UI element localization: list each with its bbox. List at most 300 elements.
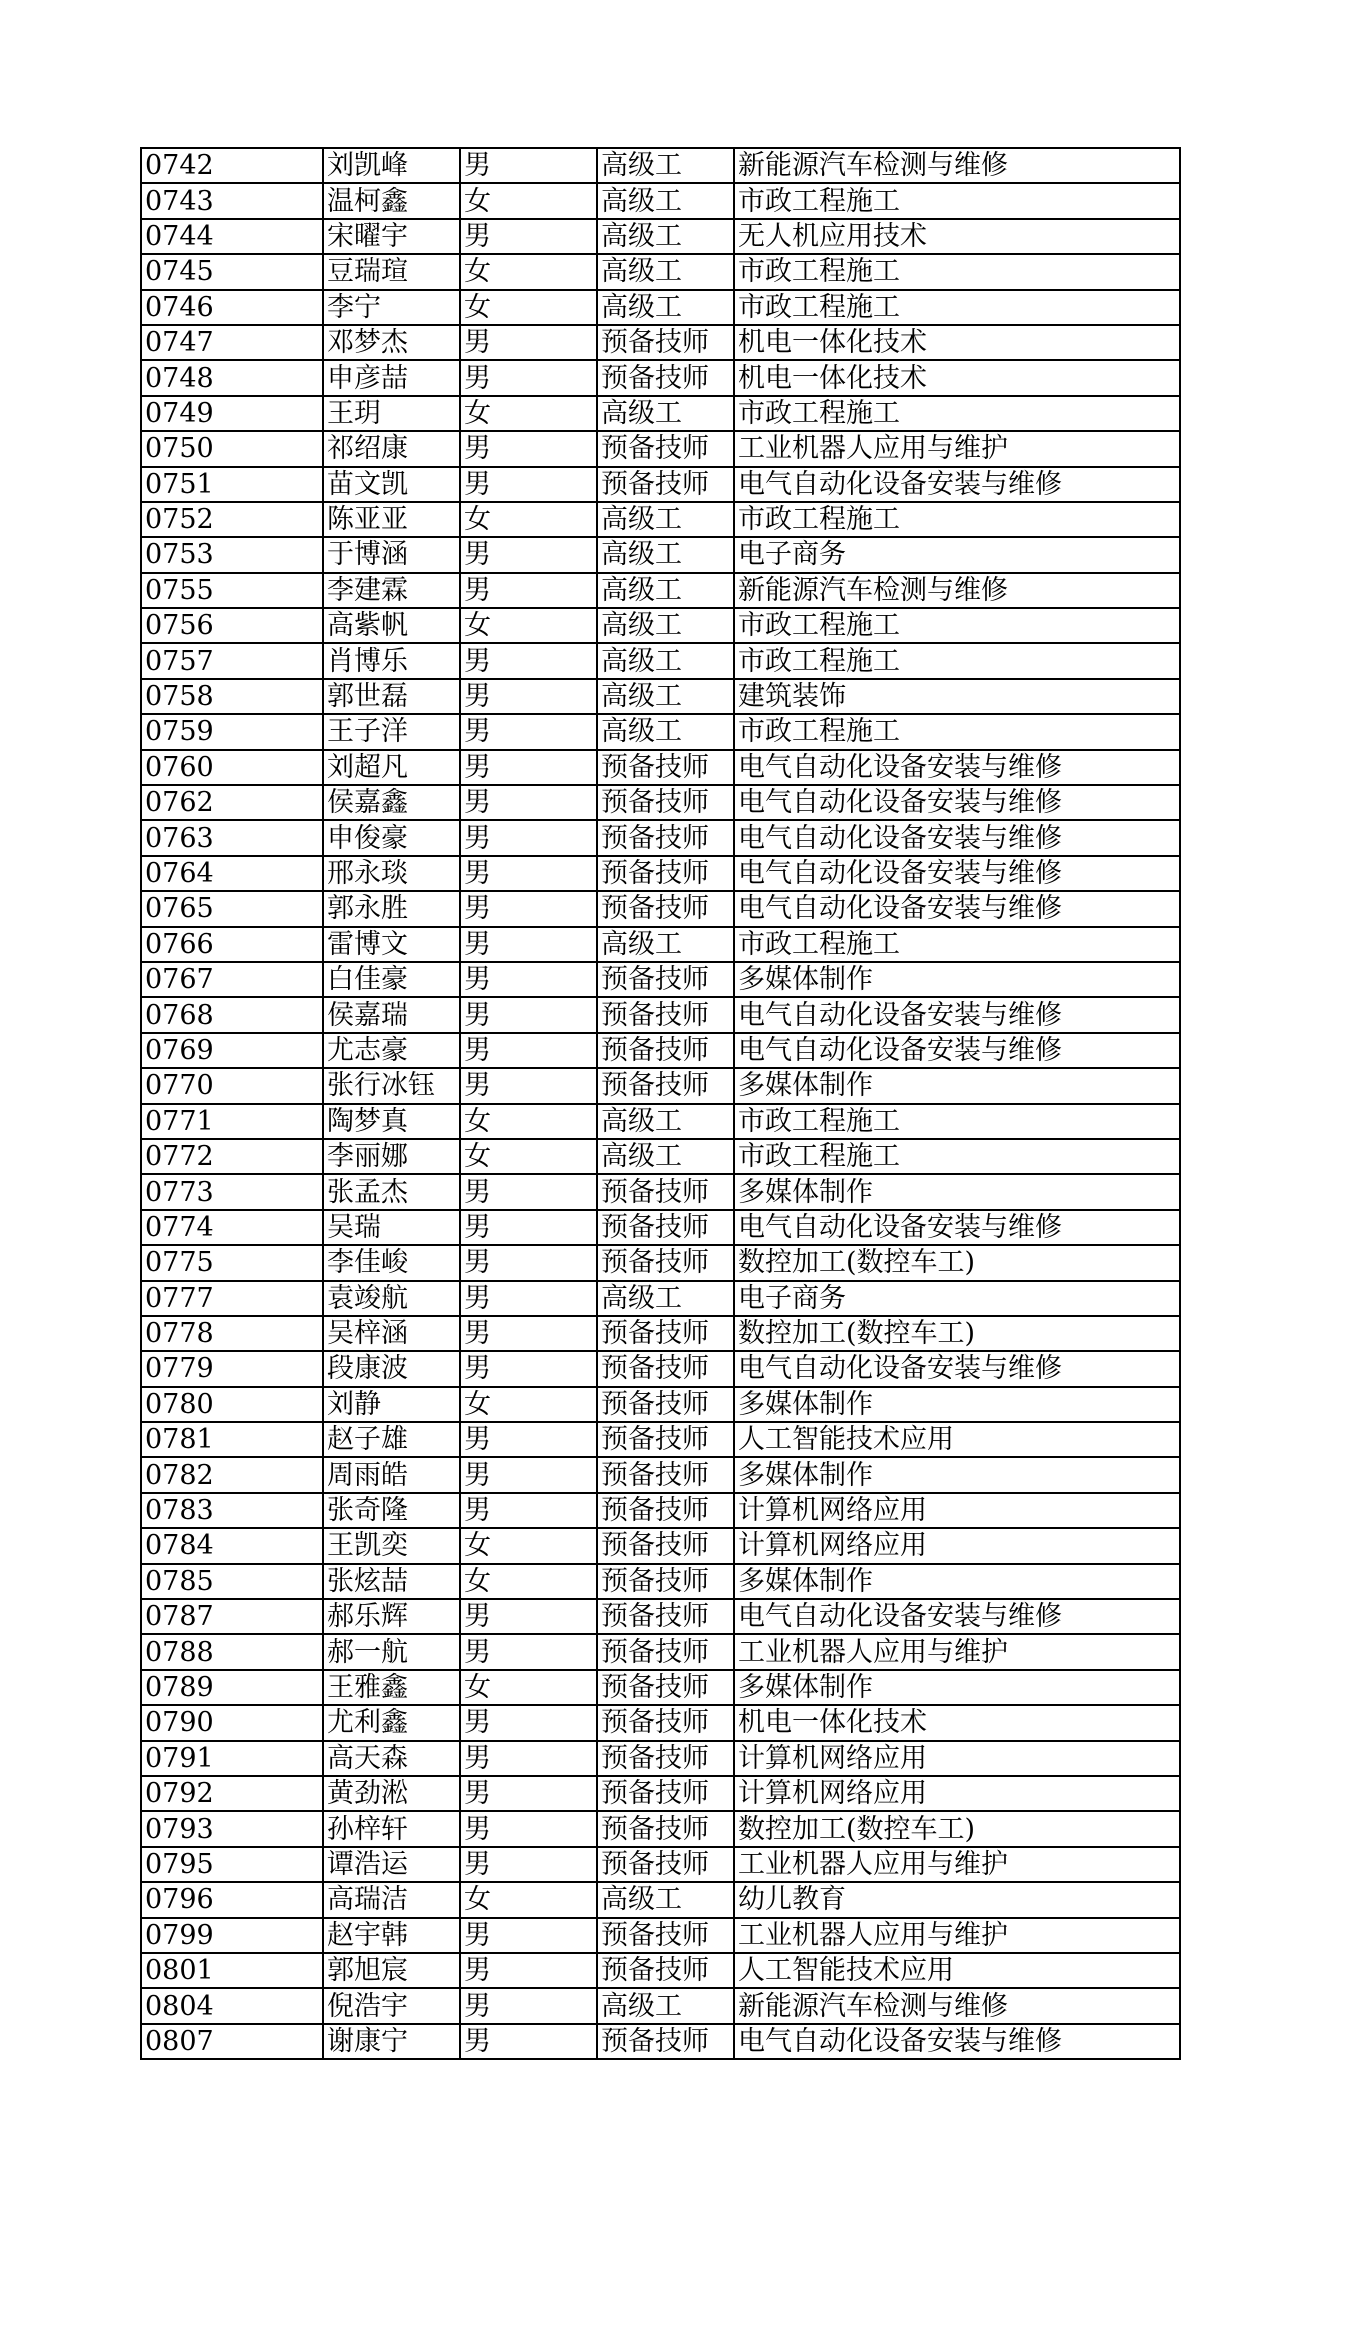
student-id-cell: 0762 [141, 785, 323, 820]
table-row [141, 1068, 1180, 1103]
student-name-cell: 张行冰钰 [323, 1068, 460, 1103]
student-name-cell: 尤志豪 [323, 1033, 460, 1068]
table-row [141, 1528, 1180, 1563]
gender-cell: 男 [460, 1068, 597, 1103]
major-cell: 电子商务 [734, 537, 1180, 572]
student-name-cell: 郭旭宸 [323, 1953, 460, 1988]
major-cell: 电气自动化设备安装与维修 [734, 467, 1180, 502]
table-row [141, 431, 1180, 466]
student-id-cell: 0790 [141, 1705, 323, 1740]
major-cell: 市政工程施工 [734, 643, 1180, 678]
major-cell: 电气自动化设备安装与维修 [734, 1210, 1180, 1245]
gender-cell: 女 [460, 1104, 597, 1139]
skill-level-cell: 预备技师 [597, 1422, 734, 1457]
student-name-cell: 侯嘉瑞 [323, 997, 460, 1032]
student-id-cell: 0758 [141, 679, 323, 714]
skill-level-cell: 预备技师 [597, 1493, 734, 1528]
major-cell: 多媒体制作 [734, 1387, 1180, 1422]
gender-cell: 男 [460, 1281, 597, 1316]
student-name-cell: 郝一航 [323, 1634, 460, 1669]
student-id-cell: 0775 [141, 1245, 323, 1280]
table-row [141, 1316, 1180, 1351]
student-name-cell: 张奇隆 [323, 1493, 460, 1528]
table-row [141, 1457, 1180, 1492]
major-cell: 多媒体制作 [734, 1174, 1180, 1209]
skill-level-cell: 预备技师 [597, 1741, 734, 1776]
gender-cell: 男 [460, 1988, 597, 2023]
gender-cell: 男 [460, 714, 597, 749]
student-id-cell: 0799 [141, 1918, 323, 1953]
student-id-cell: 0804 [141, 1988, 323, 2023]
table-row [141, 820, 1180, 855]
major-cell: 计算机网络应用 [734, 1528, 1180, 1563]
gender-cell: 女 [460, 396, 597, 431]
skill-level-cell: 预备技师 [597, 1174, 734, 1209]
gender-cell: 男 [460, 325, 597, 360]
student-name-cell: 赵宇韩 [323, 1918, 460, 1953]
major-cell: 新能源汽车检测与维修 [734, 1988, 1180, 2023]
student-name-cell: 宋曜宇 [323, 219, 460, 254]
student-id-cell: 0771 [141, 1104, 323, 1139]
gender-cell: 男 [460, 1918, 597, 1953]
table-row [141, 1564, 1180, 1599]
major-cell: 电气自动化设备安装与维修 [734, 997, 1180, 1032]
gender-cell: 男 [460, 962, 597, 997]
gender-cell: 女 [460, 1882, 597, 1917]
table-row [141, 148, 1180, 183]
student-name-cell: 倪浩宇 [323, 1988, 460, 2023]
student-name-cell: 陶梦真 [323, 1104, 460, 1139]
table-row [141, 1245, 1180, 1280]
gender-cell: 女 [460, 183, 597, 218]
major-cell: 多媒体制作 [734, 962, 1180, 997]
student-name-cell: 白佳豪 [323, 962, 460, 997]
major-cell: 电气自动化设备安装与维修 [734, 2024, 1180, 2059]
skill-level-cell: 预备技师 [597, 1245, 734, 1280]
student-id-cell: 0756 [141, 608, 323, 643]
table-row [141, 1104, 1180, 1139]
major-cell: 电气自动化设备安装与维修 [734, 1033, 1180, 1068]
major-cell: 市政工程施工 [734, 1139, 1180, 1174]
student-name-cell: 谢康宁 [323, 2024, 460, 2059]
student-id-cell: 0782 [141, 1457, 323, 1492]
gender-cell: 女 [460, 1139, 597, 1174]
major-cell: 市政工程施工 [734, 183, 1180, 218]
gender-cell: 男 [460, 360, 597, 395]
skill-level-cell: 预备技师 [597, 997, 734, 1032]
gender-cell: 男 [460, 785, 597, 820]
student-name-cell: 吴瑞 [323, 1210, 460, 1245]
gender-cell: 女 [460, 1387, 597, 1422]
skill-level-cell: 预备技师 [597, 1599, 734, 1634]
skill-level-cell: 预备技师 [597, 1953, 734, 1988]
student-name-cell: 侯嘉鑫 [323, 785, 460, 820]
skill-level-cell: 高级工 [597, 290, 734, 325]
gender-cell: 男 [460, 1953, 597, 1988]
table-row [141, 325, 1180, 360]
major-cell: 电子商务 [734, 1281, 1180, 1316]
table-row [141, 1741, 1180, 1776]
skill-level-cell: 预备技师 [597, 1528, 734, 1563]
student-id-cell: 0752 [141, 502, 323, 537]
student-name-cell: 王玥 [323, 396, 460, 431]
gender-cell: 女 [460, 290, 597, 325]
major-cell: 市政工程施工 [734, 254, 1180, 289]
skill-level-cell: 高级工 [597, 1139, 734, 1174]
gender-cell: 男 [460, 1493, 597, 1528]
table-row [141, 537, 1180, 572]
skill-level-cell: 高级工 [597, 1104, 734, 1139]
skill-level-cell: 预备技师 [597, 325, 734, 360]
student-name-cell: 刘静 [323, 1387, 460, 1422]
student-id-cell: 0807 [141, 2024, 323, 2059]
student-name-cell: 申彦喆 [323, 360, 460, 395]
skill-level-cell: 预备技师 [597, 1811, 734, 1846]
major-cell: 电气自动化设备安装与维修 [734, 1599, 1180, 1634]
gender-cell: 男 [460, 1457, 597, 1492]
student-name-cell: 李建霖 [323, 573, 460, 608]
skill-level-cell: 预备技师 [597, 1705, 734, 1740]
student-id-cell: 0770 [141, 1068, 323, 1103]
major-cell: 工业机器人应用与维护 [734, 431, 1180, 466]
table-row [141, 467, 1180, 502]
table-row [141, 1882, 1180, 1917]
student-name-cell: 孙梓轩 [323, 1811, 460, 1846]
skill-level-cell: 预备技师 [597, 1918, 734, 1953]
skill-level-cell: 预备技师 [597, 360, 734, 395]
major-cell: 电气自动化设备安装与维修 [734, 1351, 1180, 1386]
skill-level-cell: 预备技师 [597, 467, 734, 502]
student-name-cell: 李佳峻 [323, 1245, 460, 1280]
gender-cell: 男 [460, 573, 597, 608]
student-name-cell: 袁竣航 [323, 1281, 460, 1316]
table-row [141, 2024, 1180, 2059]
student-name-cell: 段康波 [323, 1351, 460, 1386]
gender-cell: 男 [460, 1776, 597, 1811]
gender-cell: 男 [460, 537, 597, 572]
table-row [141, 714, 1180, 749]
student-id-cell: 0783 [141, 1493, 323, 1528]
skill-level-cell: 高级工 [597, 219, 734, 254]
table-row [141, 1033, 1180, 1068]
table-row [141, 1422, 1180, 1457]
student-id-cell: 0789 [141, 1670, 323, 1705]
skill-level-cell: 高级工 [597, 573, 734, 608]
skill-level-cell: 预备技师 [597, 785, 734, 820]
student-id-cell: 0769 [141, 1033, 323, 1068]
student-id-cell: 0745 [141, 254, 323, 289]
gender-cell: 男 [460, 679, 597, 714]
student-id-cell: 0778 [141, 1316, 323, 1351]
skill-level-cell: 高级工 [597, 183, 734, 218]
major-cell: 市政工程施工 [734, 608, 1180, 643]
skill-level-cell: 预备技师 [597, 891, 734, 926]
gender-cell: 男 [460, 1811, 597, 1846]
gender-cell: 男 [460, 1245, 597, 1280]
table-row [141, 1387, 1180, 1422]
skill-level-cell: 预备技师 [597, 1316, 734, 1351]
table-row [141, 1953, 1180, 1988]
major-cell: 市政工程施工 [734, 714, 1180, 749]
gender-cell: 女 [460, 1528, 597, 1563]
skill-level-cell: 高级工 [597, 148, 734, 183]
table-row [141, 219, 1180, 254]
skill-level-cell: 预备技师 [597, 1033, 734, 1068]
gender-cell: 男 [460, 856, 597, 891]
student-name-cell: 邢永琰 [323, 856, 460, 891]
skill-level-cell: 高级工 [597, 254, 734, 289]
major-cell: 电气自动化设备安装与维修 [734, 856, 1180, 891]
major-cell: 新能源汽车检测与维修 [734, 148, 1180, 183]
table-row [141, 643, 1180, 678]
table-row [141, 1811, 1180, 1846]
major-cell: 计算机网络应用 [734, 1493, 1180, 1528]
student-id-cell: 0759 [141, 714, 323, 749]
gender-cell: 男 [460, 1174, 597, 1209]
student-name-cell: 肖博乐 [323, 643, 460, 678]
student-name-cell: 苗文凯 [323, 467, 460, 502]
student-id-cell: 0757 [141, 643, 323, 678]
major-cell: 市政工程施工 [734, 927, 1180, 962]
gender-cell: 女 [460, 608, 597, 643]
student-id-cell: 0784 [141, 1528, 323, 1563]
student-name-cell: 刘超凡 [323, 750, 460, 785]
student-name-cell: 邓梦杰 [323, 325, 460, 360]
major-cell: 多媒体制作 [734, 1670, 1180, 1705]
student-name-cell: 陈亚亚 [323, 502, 460, 537]
student-id-cell: 0773 [141, 1174, 323, 1209]
table-row [141, 360, 1180, 395]
table-row [141, 785, 1180, 820]
student-id-cell: 0748 [141, 360, 323, 395]
major-cell: 市政工程施工 [734, 502, 1180, 537]
skill-level-cell: 高级工 [597, 502, 734, 537]
student-name-cell: 王雅鑫 [323, 1670, 460, 1705]
gender-cell: 男 [460, 891, 597, 926]
student-name-cell: 尤利鑫 [323, 1705, 460, 1740]
skill-level-cell: 预备技师 [597, 1634, 734, 1669]
table-row [141, 608, 1180, 643]
skill-level-cell: 高级工 [597, 927, 734, 962]
student-id-cell: 0796 [141, 1882, 323, 1917]
table-row [141, 1281, 1180, 1316]
student-name-cell: 雷博文 [323, 927, 460, 962]
gender-cell: 男 [460, 997, 597, 1032]
table-row [141, 1847, 1180, 1882]
student-id-cell: 0765 [141, 891, 323, 926]
major-cell: 市政工程施工 [734, 1104, 1180, 1139]
major-cell: 电气自动化设备安装与维修 [734, 750, 1180, 785]
skill-level-cell: 高级工 [597, 1281, 734, 1316]
table-row [141, 679, 1180, 714]
skill-level-cell: 预备技师 [597, 1387, 734, 1422]
student-id-cell: 0785 [141, 1564, 323, 1599]
student-name-cell: 谭浩运 [323, 1847, 460, 1882]
table-row [141, 502, 1180, 537]
student-id-cell: 0743 [141, 183, 323, 218]
major-cell: 机电一体化技术 [734, 1705, 1180, 1740]
major-cell: 数控加工(数控车工) [734, 1316, 1180, 1351]
major-cell: 多媒体制作 [734, 1457, 1180, 1492]
student-id-cell: 0744 [141, 219, 323, 254]
skill-level-cell: 预备技师 [597, 431, 734, 466]
major-cell: 电气自动化设备安装与维修 [734, 820, 1180, 855]
skill-level-cell: 预备技师 [597, 962, 734, 997]
major-cell: 计算机网络应用 [734, 1776, 1180, 1811]
student-name-cell: 温柯鑫 [323, 183, 460, 218]
gender-cell: 男 [460, 1741, 597, 1776]
gender-cell: 男 [460, 1422, 597, 1457]
skill-level-cell: 预备技师 [597, 1210, 734, 1245]
skill-level-cell: 预备技师 [597, 1068, 734, 1103]
major-cell: 建筑装饰 [734, 679, 1180, 714]
student-name-cell: 豆瑞瑄 [323, 254, 460, 289]
student-name-cell: 于博涵 [323, 537, 460, 572]
table-row [141, 1139, 1180, 1174]
table-row [141, 891, 1180, 926]
student-name-cell: 吴梓涵 [323, 1316, 460, 1351]
student-id-cell: 0767 [141, 962, 323, 997]
student-name-cell: 王子洋 [323, 714, 460, 749]
student-id-cell: 0751 [141, 467, 323, 502]
gender-cell: 男 [460, 148, 597, 183]
table-row [141, 1918, 1180, 1953]
table-row [141, 290, 1180, 325]
student-table-body [141, 148, 1180, 2059]
student-id-cell: 0779 [141, 1351, 323, 1386]
student-id-cell: 0768 [141, 997, 323, 1032]
student-id-cell: 0747 [141, 325, 323, 360]
student-name-cell: 王凯奕 [323, 1528, 460, 1563]
skill-level-cell: 高级工 [597, 1988, 734, 2023]
skill-level-cell: 高级工 [597, 537, 734, 572]
student-id-cell: 0753 [141, 537, 323, 572]
student-id-cell: 0772 [141, 1139, 323, 1174]
student-name-cell: 赵子雄 [323, 1422, 460, 1457]
table-row [141, 927, 1180, 962]
major-cell: 新能源汽车检测与维修 [734, 573, 1180, 608]
skill-level-cell: 预备技师 [597, 1670, 734, 1705]
student-id-cell: 0750 [141, 431, 323, 466]
major-cell: 人工智能技术应用 [734, 1422, 1180, 1457]
major-cell: 数控加工(数控车工) [734, 1245, 1180, 1280]
table-row [141, 1174, 1180, 1209]
student-id-cell: 0780 [141, 1387, 323, 1422]
gender-cell: 女 [460, 1670, 597, 1705]
skill-level-cell: 预备技师 [597, 820, 734, 855]
table-row [141, 962, 1180, 997]
gender-cell: 男 [460, 1847, 597, 1882]
table-row [141, 856, 1180, 891]
student-id-cell: 0781 [141, 1422, 323, 1457]
student-name-cell: 李宁 [323, 290, 460, 325]
student-name-cell: 黄劲淞 [323, 1776, 460, 1811]
gender-cell: 男 [460, 467, 597, 502]
skill-level-cell: 预备技师 [597, 1564, 734, 1599]
student-name-cell: 郭世磊 [323, 679, 460, 714]
major-cell: 电气自动化设备安装与维修 [734, 891, 1180, 926]
student-id-cell: 0787 [141, 1599, 323, 1634]
student-id-cell: 0788 [141, 1634, 323, 1669]
skill-level-cell: 预备技师 [597, 1351, 734, 1386]
skill-level-cell: 预备技师 [597, 750, 734, 785]
student-id-cell: 0795 [141, 1847, 323, 1882]
table-row [141, 1705, 1180, 1740]
table-row [141, 1776, 1180, 1811]
gender-cell: 男 [460, 219, 597, 254]
student-id-cell: 0749 [141, 396, 323, 431]
major-cell: 工业机器人应用与维护 [734, 1918, 1180, 1953]
gender-cell: 男 [460, 1316, 597, 1351]
major-cell: 工业机器人应用与维护 [734, 1634, 1180, 1669]
student-id-cell: 0801 [141, 1953, 323, 1988]
table-row [141, 183, 1180, 218]
student-name-cell: 郭永胜 [323, 891, 460, 926]
student-id-cell: 0742 [141, 148, 323, 183]
table-row [141, 1599, 1180, 1634]
student-id-cell: 0766 [141, 927, 323, 962]
table-row [141, 1670, 1180, 1705]
student-name-cell: 周雨皓 [323, 1457, 460, 1492]
table-row [141, 1351, 1180, 1386]
gender-cell: 女 [460, 254, 597, 289]
student-table [140, 147, 1181, 2060]
student-name-cell: 李丽娜 [323, 1139, 460, 1174]
table-row [141, 1493, 1180, 1528]
skill-level-cell: 预备技师 [597, 1776, 734, 1811]
student-name-cell: 高天森 [323, 1741, 460, 1776]
student-id-cell: 0777 [141, 1281, 323, 1316]
table-row [141, 396, 1180, 431]
skill-level-cell: 高级工 [597, 679, 734, 714]
student-id-cell: 0763 [141, 820, 323, 855]
student-name-cell: 申俊豪 [323, 820, 460, 855]
major-cell: 计算机网络应用 [734, 1741, 1180, 1776]
table-row [141, 573, 1180, 608]
skill-level-cell: 高级工 [597, 396, 734, 431]
major-cell: 市政工程施工 [734, 290, 1180, 325]
gender-cell: 男 [460, 750, 597, 785]
major-cell: 无人机应用技术 [734, 219, 1180, 254]
student-name-cell: 郝乐辉 [323, 1599, 460, 1634]
major-cell: 多媒体制作 [734, 1068, 1180, 1103]
gender-cell: 男 [460, 431, 597, 466]
major-cell: 工业机器人应用与维护 [734, 1847, 1180, 1882]
major-cell: 机电一体化技术 [734, 360, 1180, 395]
student-id-cell: 0755 [141, 573, 323, 608]
student-name-cell: 高紫帆 [323, 608, 460, 643]
skill-level-cell: 预备技师 [597, 1457, 734, 1492]
student-name-cell: 高瑞洁 [323, 1882, 460, 1917]
major-cell: 电气自动化设备安装与维修 [734, 785, 1180, 820]
skill-level-cell: 预备技师 [597, 1847, 734, 1882]
gender-cell: 男 [460, 1210, 597, 1245]
table-row [141, 1210, 1180, 1245]
table-row [141, 254, 1180, 289]
student-id-cell: 0746 [141, 290, 323, 325]
skill-level-cell: 高级工 [597, 643, 734, 678]
student-id-cell: 0764 [141, 856, 323, 891]
skill-level-cell: 预备技师 [597, 856, 734, 891]
skill-level-cell: 预备技师 [597, 2024, 734, 2059]
gender-cell: 女 [460, 502, 597, 537]
skill-level-cell: 高级工 [597, 1882, 734, 1917]
student-name-cell: 张孟杰 [323, 1174, 460, 1209]
gender-cell: 女 [460, 1564, 597, 1599]
student-id-cell: 0760 [141, 750, 323, 785]
gender-cell: 男 [460, 1033, 597, 1068]
table-row [141, 750, 1180, 785]
